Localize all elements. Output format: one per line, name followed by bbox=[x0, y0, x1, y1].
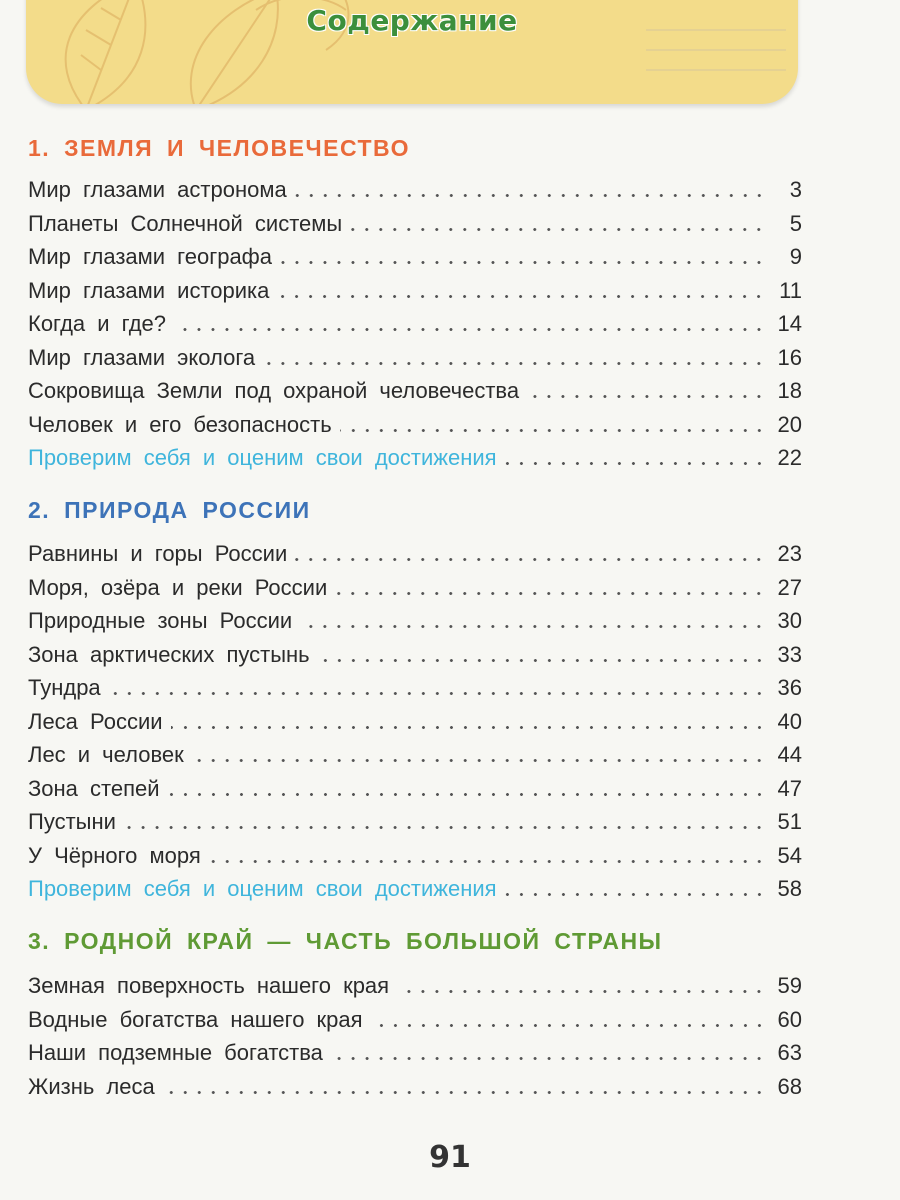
toc-entry-label: Человек и его безопасность bbox=[28, 411, 332, 437]
dot-leader bbox=[318, 659, 766, 662]
dot-leader bbox=[192, 759, 766, 762]
dot-leader bbox=[331, 1057, 766, 1060]
toc-row[interactable] bbox=[28, 836, 802, 869]
toc-row[interactable] bbox=[28, 668, 802, 701]
toc-row[interactable] bbox=[28, 271, 802, 304]
toc-row[interactable] bbox=[28, 170, 802, 203]
toc-entry-page: 54 bbox=[777, 842, 802, 868]
toc-entry-label: Планеты Солнечной системы bbox=[28, 210, 343, 236]
toc-row[interactable] bbox=[28, 204, 802, 237]
toc-row[interactable] bbox=[28, 1033, 802, 1066]
toc-row[interactable] bbox=[28, 966, 802, 999]
toc-entry-page: 5 bbox=[789, 210, 802, 236]
toc-entry-page: 30 bbox=[777, 608, 802, 633]
toc-entry-page: 47 bbox=[777, 775, 802, 801]
toc-row[interactable] bbox=[28, 405, 802, 438]
toc-entry-page: 60 bbox=[777, 1006, 802, 1032]
toc-entry-label: Мир глазами астронома bbox=[28, 177, 287, 202]
toc-entry-label: Пустыни bbox=[28, 809, 116, 834]
toc-entry-label: Мир глазами эколога bbox=[28, 344, 256, 370]
toc-row[interactable] bbox=[28, 601, 802, 634]
dot-leader bbox=[174, 328, 766, 331]
dot-leader bbox=[295, 558, 766, 561]
toc-row[interactable] bbox=[28, 735, 802, 768]
toc-entry-page: 33 bbox=[777, 641, 802, 667]
toc-entry-page: 3 bbox=[789, 177, 802, 202]
toc-entry-page: 9 bbox=[789, 244, 802, 269]
toc-entry-page: 23 bbox=[777, 541, 802, 566]
toc-row[interactable] bbox=[28, 802, 802, 835]
page-number: 91 bbox=[429, 1140, 471, 1175]
section-title: 1. ЗЕМЛЯ И ЧЕЛОВЕЧЕСТВО bbox=[28, 135, 410, 161]
toc-entry-page: 20 bbox=[777, 411, 802, 437]
dot-leader bbox=[163, 1091, 766, 1094]
dot-leader bbox=[263, 362, 766, 365]
toc-entry-label: Проверим себя и оценим свои достижения bbox=[28, 445, 497, 470]
section-title: 2. ПРИРОДА РОССИИ bbox=[28, 497, 311, 523]
toc-entry-page: 40 bbox=[777, 708, 802, 734]
dot-leader bbox=[350, 228, 766, 231]
toc-entry-page: 51 bbox=[777, 809, 802, 834]
dot-leader bbox=[505, 893, 766, 896]
dot-leader bbox=[527, 395, 766, 398]
toc-entry-label: Зона арктических пустынь bbox=[28, 641, 310, 667]
toc-entry-page: 14 bbox=[777, 311, 802, 336]
toc-entry-label: Водные богатства нашего края bbox=[28, 1006, 363, 1032]
toc-entry-page: 59 bbox=[777, 973, 802, 998]
toc-entry-label: Сокровища Земли под охраной человечества bbox=[28, 378, 520, 403]
toc-row[interactable] bbox=[28, 438, 802, 471]
toc-entry-label: Зона степей bbox=[28, 775, 160, 801]
dot-leader bbox=[171, 726, 766, 729]
toc-entry-label: Равнины и горы России bbox=[28, 541, 288, 566]
section-title: 3. РОДНОЙ КРАЙ — ЧАСТЬ БОЛЬШОЙ СТРАНЫ bbox=[28, 928, 663, 954]
toc-entry-label: Проверим себя и оценим свои достижения bbox=[28, 876, 497, 901]
toc-entry-page: 27 bbox=[777, 574, 802, 600]
page-title: Содержание bbox=[306, 4, 518, 37]
toc-row[interactable] bbox=[28, 338, 802, 371]
toc-entry-label: Леса России bbox=[28, 708, 163, 734]
toc-row[interactable] bbox=[28, 371, 802, 404]
toc-entry-label: Мир глазами географа bbox=[28, 244, 273, 269]
toc-entry-label: Наши подземные богатства bbox=[28, 1040, 323, 1065]
dot-leader bbox=[277, 295, 766, 298]
toc-entry-page: 16 bbox=[777, 344, 802, 370]
toc-row[interactable] bbox=[28, 1000, 802, 1033]
toc-row[interactable] bbox=[28, 1067, 802, 1100]
toc-entry-label: Лес и человек bbox=[28, 742, 184, 767]
dot-leader bbox=[295, 194, 766, 197]
dot-leader bbox=[209, 860, 766, 863]
toc-row[interactable] bbox=[28, 304, 802, 337]
dot-leader bbox=[505, 462, 766, 465]
toc-row[interactable] bbox=[28, 568, 802, 601]
toc-entry-label: Жизнь леса bbox=[28, 1073, 155, 1099]
toc-entry-page: 11 bbox=[779, 277, 802, 303]
dot-leader bbox=[124, 826, 766, 829]
dot-leader bbox=[168, 793, 766, 796]
toc-entry-page: 44 bbox=[777, 742, 802, 767]
toc-entry-page: 36 bbox=[777, 675, 802, 700]
toc-entry-label: Моря, озёра и реки России bbox=[28, 574, 328, 600]
toc-entry-page: 18 bbox=[777, 378, 802, 403]
dot-leader bbox=[109, 692, 766, 695]
toc-entry-page: 68 bbox=[777, 1073, 802, 1099]
toc-entry-page: 58 bbox=[777, 876, 802, 901]
toc-row[interactable] bbox=[28, 769, 802, 802]
toc-entry-label: Природные зоны России bbox=[28, 608, 293, 633]
toc-entry-page: 22 bbox=[777, 445, 802, 470]
toc-entry-label: У Чёрного моря bbox=[28, 842, 201, 868]
toc-row[interactable] bbox=[28, 702, 802, 735]
toc-entry-label: Мир глазами историка bbox=[28, 277, 270, 303]
dot-leader bbox=[371, 1024, 766, 1027]
dot-leader bbox=[340, 429, 766, 432]
dot-leader bbox=[300, 625, 766, 628]
dot-leader bbox=[397, 990, 766, 993]
toc-row[interactable] bbox=[28, 237, 802, 270]
toc-entry-label: Земная поверхность нашего края bbox=[28, 973, 390, 998]
header-banner bbox=[26, 0, 798, 104]
toc-row[interactable] bbox=[28, 635, 802, 668]
toc-entry-page: 63 bbox=[777, 1040, 802, 1065]
toc-row[interactable] bbox=[28, 534, 802, 567]
toc-entry-label: Тундра bbox=[28, 675, 101, 700]
toc-row[interactable] bbox=[28, 869, 802, 902]
dot-leader bbox=[335, 592, 766, 595]
dot-leader bbox=[280, 261, 766, 264]
toc-entry-label: Когда и где? bbox=[28, 311, 167, 336]
